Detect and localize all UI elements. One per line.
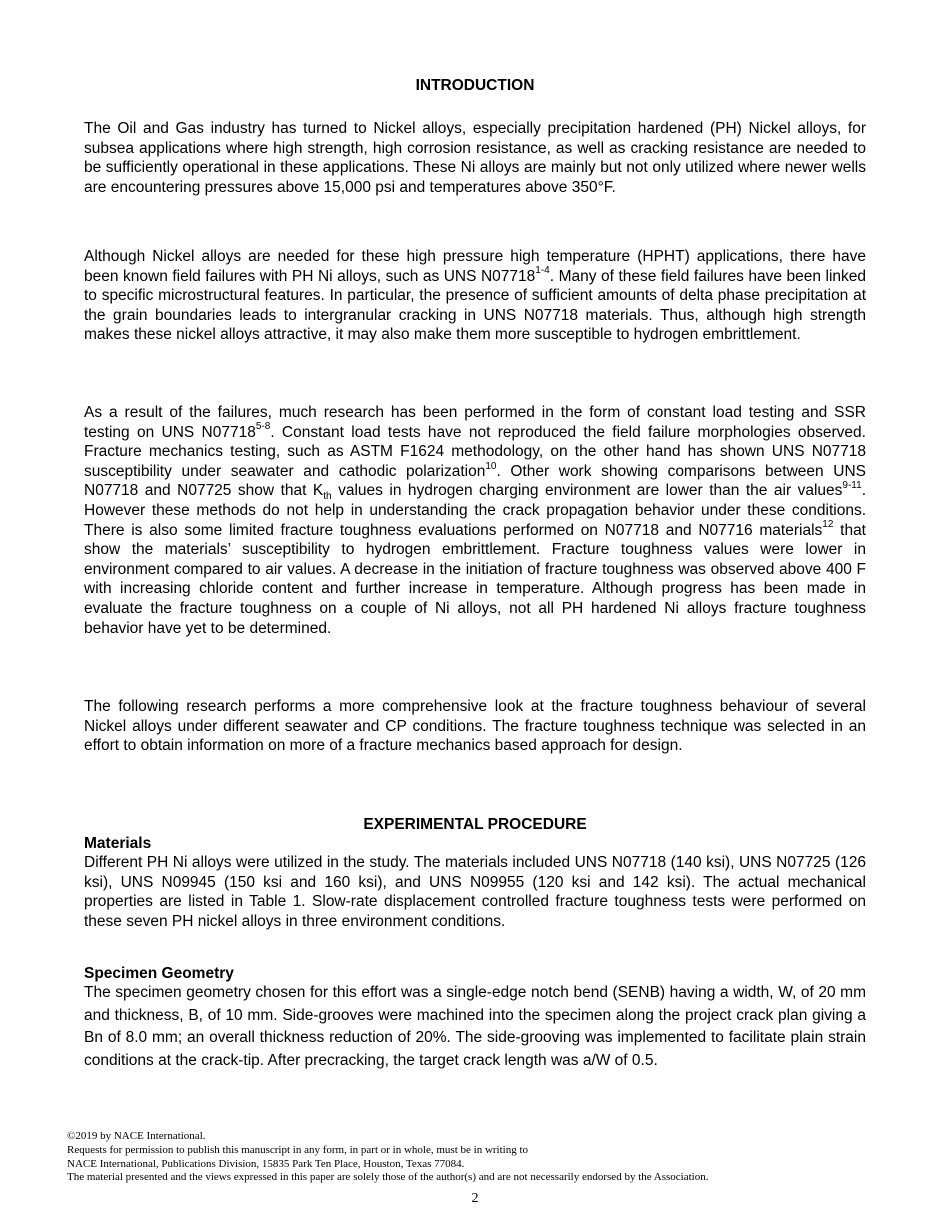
materials-subheading: Materials: [84, 835, 152, 852]
citation-ref: 10: [485, 460, 497, 472]
footer-line: NACE International, Publications Division, 15835 Park Ten Place, Houston, Texas 77084.: [67, 1157, 465, 1170]
materials-paragraph: Different PH Ni alloys were utilized in the study. The materials included UNS N07718 (140 ksi), UNS N07725 (126 ksi), UNS N09945 (150 ksi and 160 ksi), and UNS N09955 (120 ksi and 142 ksi). The actual mechanical properties are listed in Table 1. Slow-rate displacement controlled fracture toughness tests were performed on these seven PH nickel alloys in three environment conditions.: [84, 854, 866, 930]
intro-paragraph-1: The Oil and Gas industry has turned to Nickel alloys, especially precipitation hardened (PH) Nickel alloys, for subsea applications where high strength, high corrosion resistance, as well as cracking resistance are needed to be sufficiently operational in these applications. These Ni alloys are mainly but not only utilized where newer wells are encountering pressures above 15,000 psi and temperatures above 350°F.: [84, 120, 866, 196]
citation-ref: 5-8: [255, 421, 271, 433]
intro-paragraph-4: The following research performs a more comprehensive look at the fracture toughness behaviour of several Nickel alloys under different seawater and CP conditions. The fracture toughness technique was selected in an effort to obtain information on more of a fracture mechanics based approach for design.: [84, 698, 866, 755]
intro-paragraph-3: As a result of the failures, much research has been performed in the form of constant load testing and SSR testing on UNS N07718$^{5-8}$. Constant load tests have not reproduced the field failure morphologies observed. Fracture mechanics testing, such as ASTM F1624 methodology, on the other hand has shown UNS N07718 susceptibility under seawater and cathodic polarization$^{10}$. Other work showing comparisons between UNS N07718 and N07725 show that $K_{th}$ values in hydrogen charging environment are lower than the air values$^{9-11}$. However these methods do not help in understanding the crack propagation behavior under these conditions. There is also some limited fracture toughness evaluations performed on N07718 and N07716 materials$^{12}$ that show the materials’ susceptibility to hydrogen embrittlement. Fracture toughness values were lower in environment compared to air values. A decrease in the initiation of fracture toughness was observed above 400 F with increasing chloride content and further increase in temperature. Although progress has been made in evaluate the fracture toughness on a couple of Ni alloys, not all PH hardened Ni alloys fracture toughness behavior have yet to be determined.: [84, 404, 866, 637]
intro-paragraph-2: Although Nickel alloys are needed for these high pressure high temperature (HPHT) applications, there have been known field failures with PH Ni alloys, such as UNS N07718$^{1-4}$. Many of these field failures have been linked to specific microstructural features. In particular, the presence of sufficient amounts of delta phase precipitation at the grain boundaries leads to intergranular cracking in UNS N07718 materials. Thus, although high strength makes these nickel alloys attractive, it may also make them more susceptible to hydrogen embrittlement.: [84, 248, 866, 344]
footer-line: Requests for permission to publish this manuscript in any form, in part or in whole, must be in writing to: [67, 1143, 529, 1156]
citation-ref: 12: [822, 519, 834, 531]
kth-subscript: th: [323, 491, 332, 503]
copyright-footer: [67, 1130, 867, 1185]
specimen-geometry-subheading: Specimen Geometry: [84, 965, 234, 982]
experimental-procedure-heading: EXPERIMENTAL PROCEDURE: [363, 816, 587, 833]
footer-line: ©2019 by NACE International.: [67, 1130, 206, 1142]
page-number: 2: [471, 1191, 479, 1206]
introduction-heading: INTRODUCTION: [415, 77, 535, 94]
citation-ref: 9-11: [842, 480, 862, 492]
specimen-geometry-paragraph: The specimen geometry chosen for this effort was a single-edge notch bend (SENB) having a width, W, of 20 mm and thickness, B, of 10 mm. Side-grooves were machined into the specimen along the project crack plan giving a Bn of 8.0 mm; an overall thickness reduction of 20%. The side-grooving was implemented to facilitate plain strain conditions at the crack-tip. After precracking, the target crack length was a/W of 0.5.: [84, 984, 866, 1069]
footer-line: The material presented and the views expressed in this paper are solely those of the author(s) and are not necessarily endorsed by the Association.: [67, 1171, 709, 1184]
citation-ref: 1-4: [535, 265, 550, 277]
